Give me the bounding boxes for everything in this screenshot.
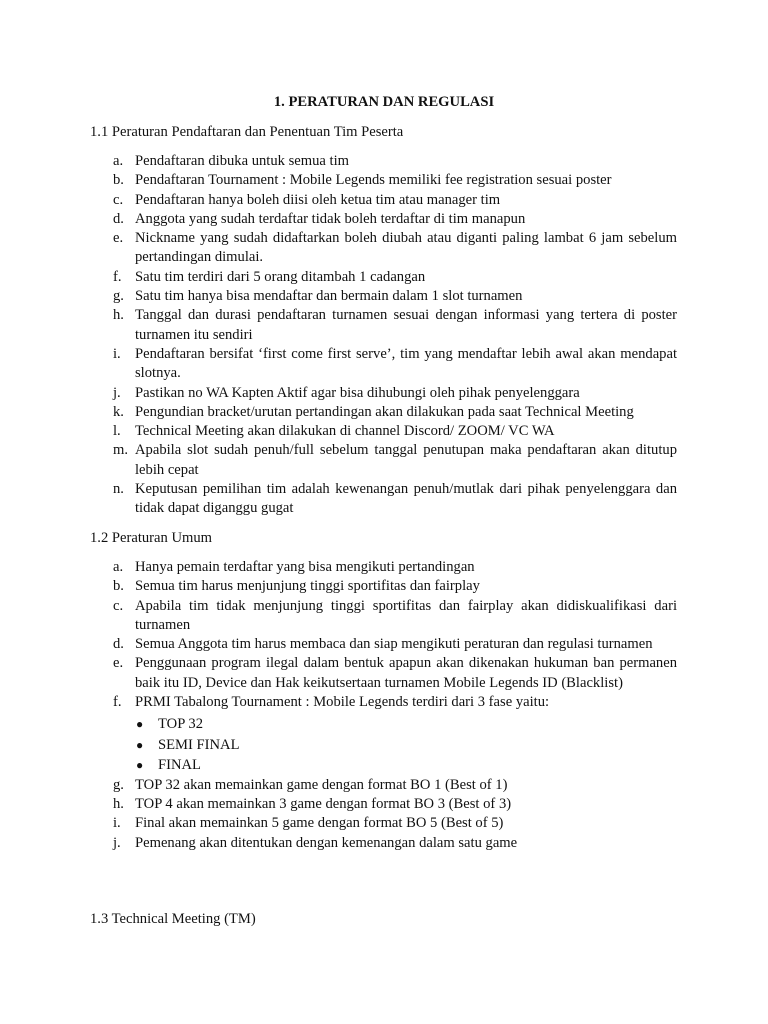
list-item	[113, 345, 677, 384]
list-item-marker: a.	[113, 153, 124, 169]
list-item	[113, 384, 677, 403]
list-item-marker: b.	[113, 172, 124, 189]
list-item	[113, 152, 677, 171]
list-item-marker: g.	[113, 288, 124, 305]
list-item	[113, 422, 677, 441]
list-item	[113, 171, 677, 190]
section-heading-1-2: 1.2 Peraturan Umum	[90, 530, 212, 546]
bullet-item-text: TOP 32	[158, 716, 204, 733]
list-item	[113, 558, 677, 577]
list-item-marker: h.	[113, 796, 124, 813]
list-item-marker: d.	[113, 210, 124, 227]
list-item-marker: l.	[113, 423, 121, 440]
list-item-marker: i.	[113, 815, 121, 832]
list-item-marker: k.	[113, 403, 124, 420]
list-item-text: Pemenang akan ditentukan dengan kemenangan dalam satu game	[135, 834, 518, 851]
list-item	[113, 268, 677, 287]
list-item	[113, 814, 677, 833]
section-heading-1-3: 1.3 Technical Meeting (TM)	[90, 911, 256, 927]
list-item-marker: j.	[113, 384, 121, 401]
list-item-text: TOP 4 akan memainkan 3 game dengan format BO 3 (Best of 3)	[135, 796, 512, 813]
list-item-marker: j.	[113, 834, 121, 851]
list-item	[113, 480, 677, 519]
list-item-text: Keputusan pemilihan tim adalah kewenangan penuh/mutlak dari pihak penyelenggara dan tidak dapat diganggu gugat	[135, 481, 677, 517]
list-item-text: Satu tim hanya bisa mendaftar dan bermain dalam 1 slot turnamen	[135, 288, 523, 305]
bullet-item-text: FINAL	[158, 757, 201, 774]
list-item-text: Tanggal dan durasi pendaftaran turnamen sesuai dengan informasi yang tertera di poster turnamen itu sendiri	[135, 307, 677, 343]
list-item	[113, 635, 677, 654]
list-item-marker: f.	[113, 694, 122, 711]
bullet-item-text: SEMI FINAL	[158, 736, 240, 753]
bullet-item	[135, 735, 677, 756]
list-item-marker: e.	[113, 230, 124, 247]
list-item-marker: n.	[113, 481, 124, 498]
list-item	[113, 210, 677, 229]
bullet-item	[135, 714, 677, 735]
list-item-text: Pengundian bracket/urutan pertandingan akan dilakukan pada saat Technical Meeting	[135, 403, 634, 420]
list-item-marker: c.	[113, 597, 124, 614]
list-item	[113, 191, 677, 210]
list-item-marker: i.	[113, 345, 121, 362]
list-item	[113, 693, 677, 776]
bullet-dot-icon: ●	[136, 717, 144, 732]
bullet-item	[135, 755, 677, 776]
list-item-text: Anggota yang sudah terdaftar tidak boleh terdaftar di tim manapun	[135, 210, 526, 227]
list-item	[113, 795, 677, 814]
list-item-marker: h.	[113, 307, 124, 324]
list-item-text: Hanya pemain terdaftar yang bisa mengikuti pertandingan	[135, 559, 475, 575]
list-item-text: Pendaftaran Tournament : Mobile Legends memiliki fee registration sesuai poster	[135, 172, 612, 189]
section-heading-1-1: 1.1 Peraturan Pendaftaran dan Penentuan Tim Peserta	[90, 124, 404, 140]
list-item-text: Pendaftaran bersifat ‘first come first serve’, tim yang mendaftar lebih awal akan mendapat slotnya.	[135, 345, 677, 382]
bullet-dot-icon: ●	[136, 758, 144, 773]
list-item-marker: a.	[113, 559, 124, 575]
list-item-text: Technical Meeting akan dilakukan di channel Discord/ ZOOM/ VC WA	[135, 423, 555, 440]
list-item-marker: f.	[113, 268, 122, 285]
list-item	[113, 306, 677, 345]
list-item-text: Final akan memainkan 5 game dengan format BO 5 (Best of 5)	[135, 815, 504, 832]
list-item	[113, 597, 677, 636]
list-item-text: TOP 32 akan memainkan game dengan format BO 1 (Best of 1)	[135, 776, 508, 793]
list-item-text: Semua tim harus menjunjung tinggi sportifitas dan fairplay	[135, 578, 480, 595]
list-item	[113, 441, 677, 480]
list-item	[113, 577, 677, 596]
list-item	[113, 229, 677, 268]
list-item-marker: b.	[113, 578, 124, 595]
list-item-text: Pastikan no WA Kapten Aktif agar bisa dihubungi oleh pihak penyelenggara	[135, 384, 580, 401]
list-item	[113, 403, 677, 422]
list-item-text: Apabila slot sudah penuh/full sebelum tanggal penutupan maka pendaftaran akan ditutup lebih cepat	[135, 442, 677, 478]
list-item-marker: d.	[113, 636, 124, 653]
list-item-marker: e.	[113, 655, 124, 672]
list-item-text: PRMI Tabalong Tournament : Mobile Legends terdiri dari 3 fase yaitu:	[135, 694, 550, 711]
list-item-text: Satu tim terdiri dari 5 orang ditambah 1 cadangan	[135, 268, 426, 285]
section-1-1-list	[113, 152, 677, 519]
document-title: 1. PERATURAN DAN REGULASI	[273, 94, 495, 110]
list-item	[113, 834, 677, 853]
list-item-text: Nickname yang sudah didaftarkan boleh diubah atau diganti paling lambat 6 jam sebelum pertandingan dimulai.	[135, 230, 677, 266]
list-item-marker: m.	[113, 442, 128, 459]
list-item-marker: c.	[113, 191, 124, 208]
list-item-marker: g.	[113, 776, 124, 793]
bullet-list	[135, 714, 677, 776]
list-item	[113, 654, 677, 693]
bullet-dot-icon: ●	[136, 737, 144, 752]
list-item-text: Semua Anggota tim harus membaca dan siap mengikuti peraturan dan regulasi turnamen	[135, 636, 653, 653]
list-item	[113, 287, 677, 306]
list-item-text: Penggunaan program ilegal dalam bentuk apapun akan dikenakan hukuman ban permanen baik itu ID, Device dan Hak keikutsertaan turnamen Mobile Legends ID (Blacklist)	[135, 655, 677, 691]
list-item-text: Pendaftaran dibuka untuk semua tim	[135, 153, 349, 169]
section-1-2-list	[113, 558, 677, 853]
list-item	[113, 776, 677, 795]
list-item-text: Pendaftaran hanya boleh diisi oleh ketua tim atau manager tim	[135, 191, 501, 208]
list-item-text: Apabila tim tidak menjunjung tinggi sportifitas dan fairplay akan didiskualifikasi dari turnamen	[135, 597, 677, 633]
